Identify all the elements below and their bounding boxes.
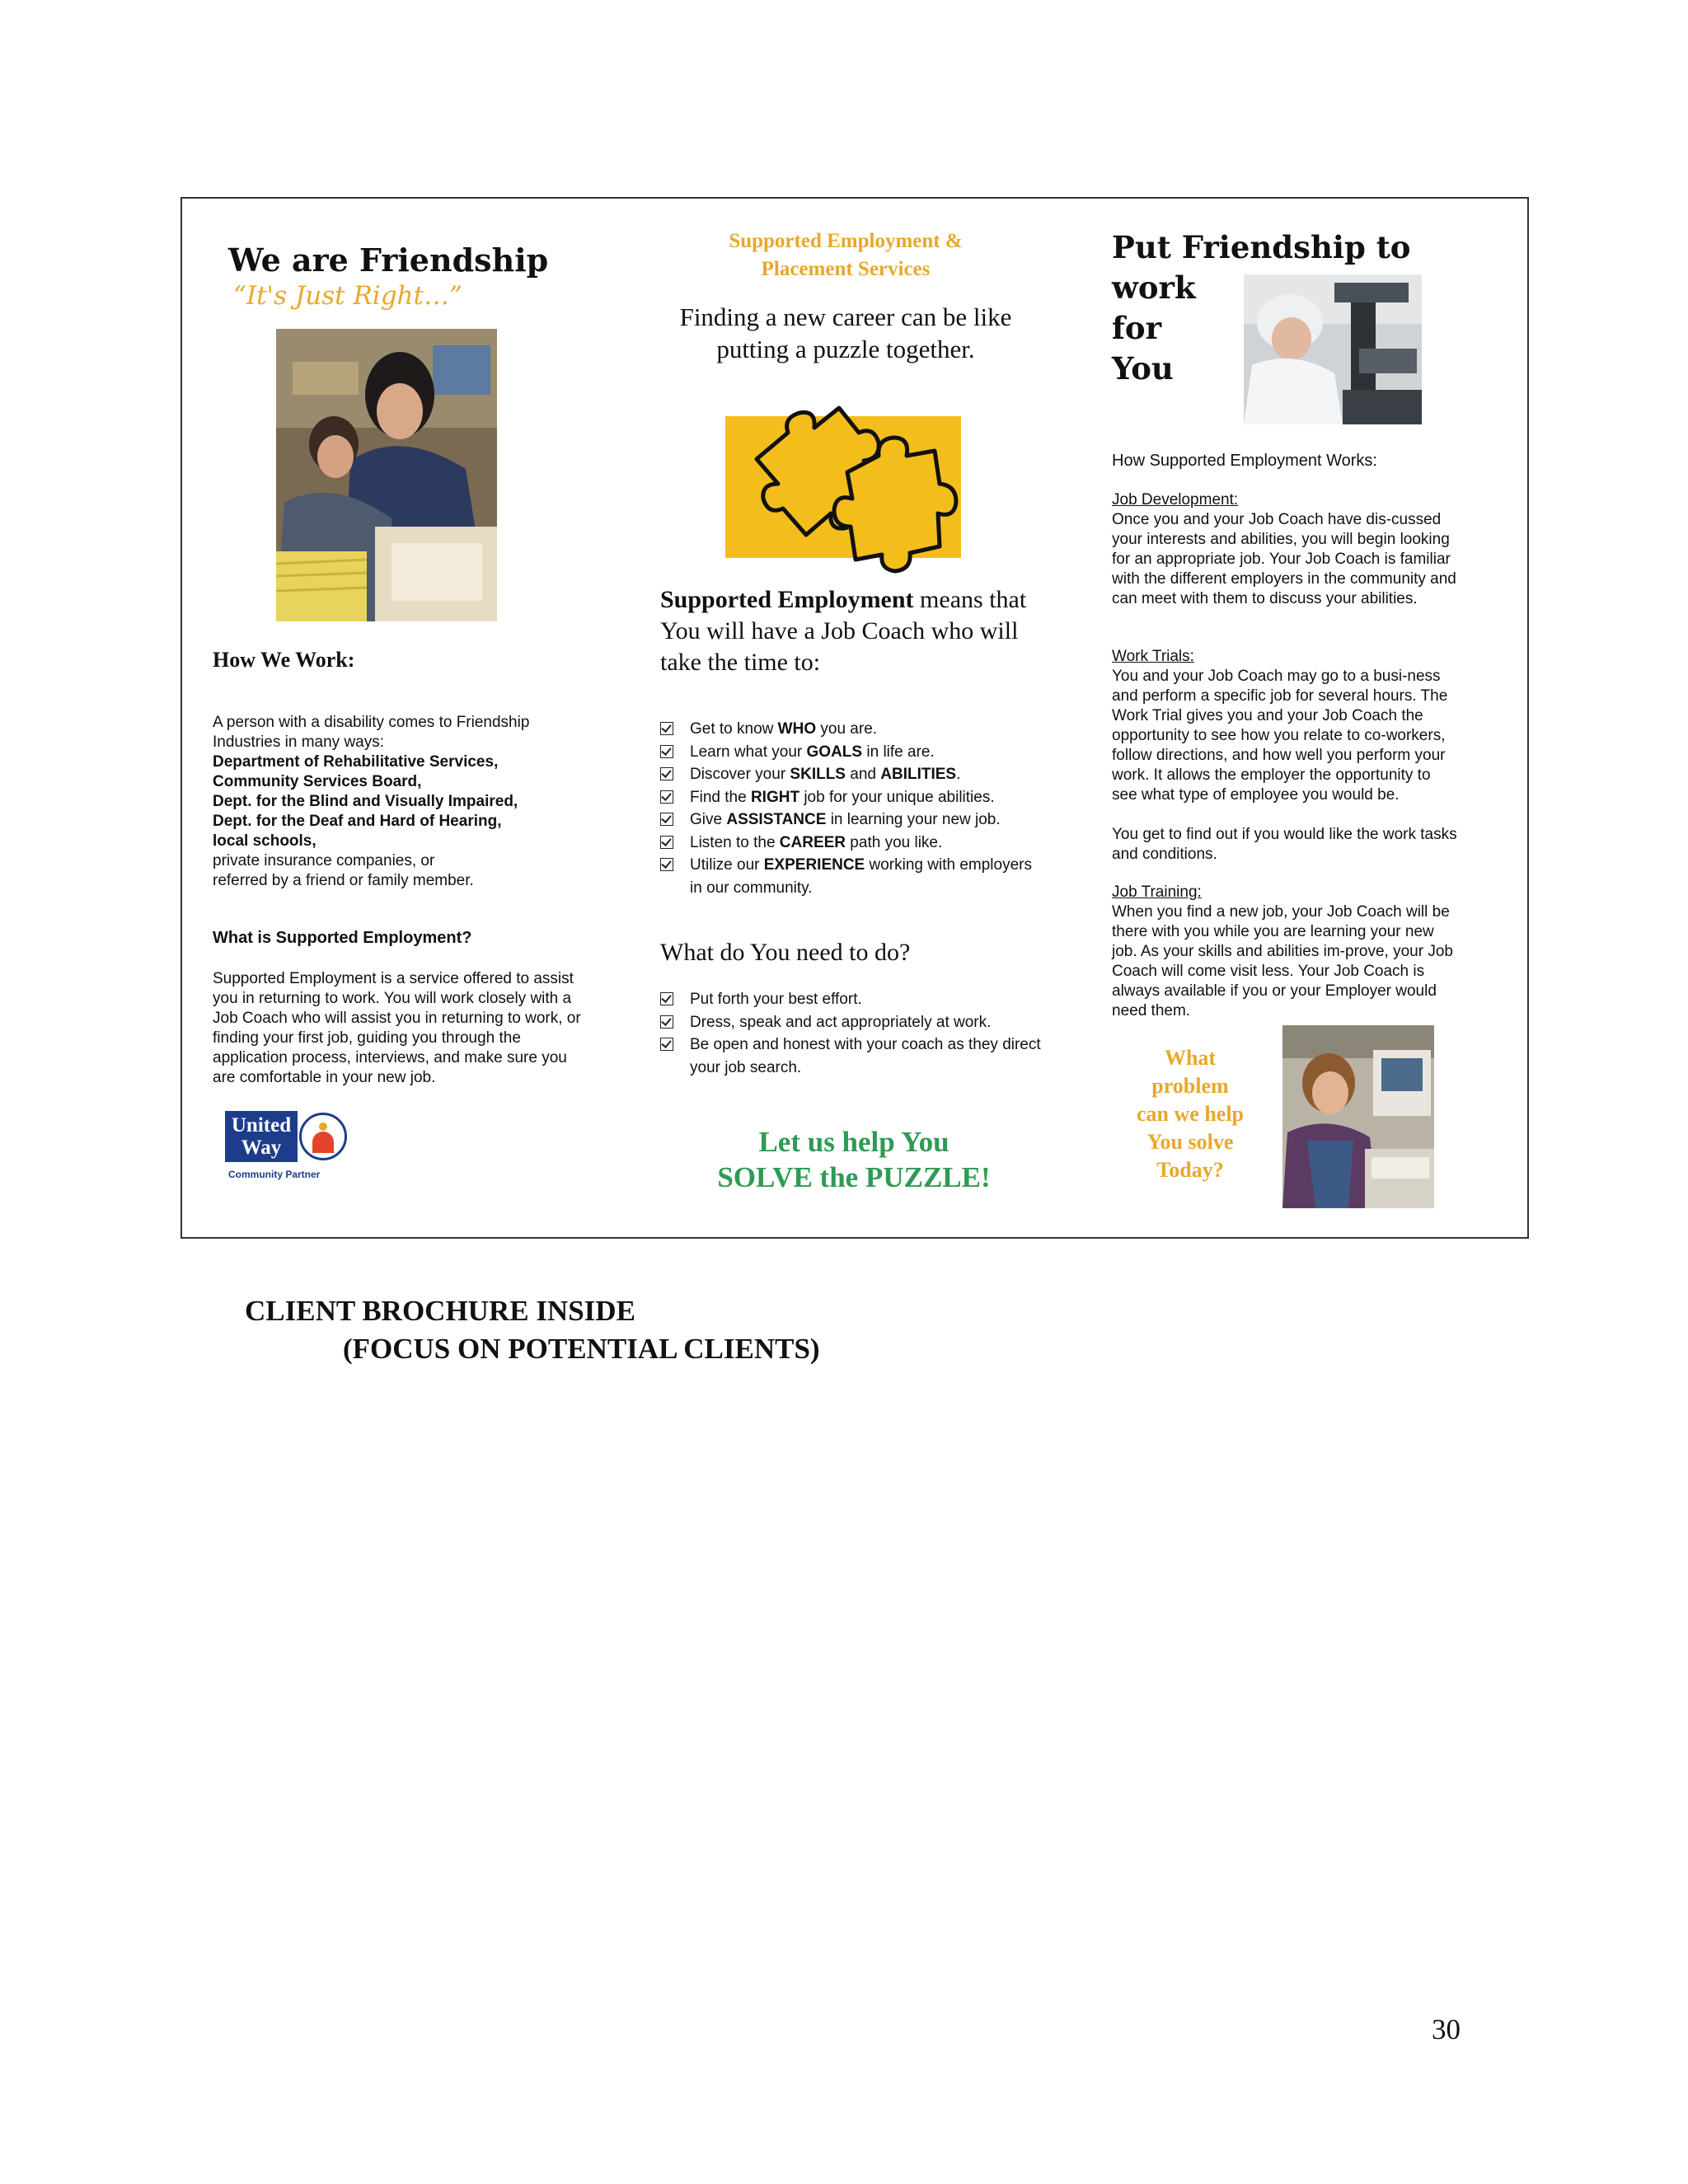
united-way-emblem-icon [299,1113,347,1160]
work-trials-body: You and your Job Coach may go to a busi-ness and perform a specific job for several hours. The Work Trial gives you and your Job Coach the opportunity to see how you relate to co-workers, follow directions, and how well you perform your work. It allows the employer the opportunity to see what type of employee you would be. [1112,668,1448,804]
source-item: Department of Rehabilitative Services, [213,753,499,771]
right-title-line1: Put Friendship to [1112,229,1411,265]
source-item: local schools, [213,832,316,850]
how-we-work-heading: How We Work: [213,648,355,672]
job-development-heading: Job Development: [1112,491,1239,509]
photo-job-coach-helping [276,329,497,621]
question-line: can we help [1137,1102,1244,1126]
checklist-item: Learn what your GOALS in life are. [660,741,1048,764]
question-line: What [1164,1046,1217,1070]
middle-header [660,227,1031,284]
checklist-item: Dress, speak and act appropriately at work. [660,1011,1048,1034]
left-tagline: “It's Just Right…” [233,281,462,311]
question-line: You solve [1146,1130,1234,1154]
checkbox-icon [660,722,673,735]
united-way-wordmark [225,1111,298,1162]
left-column [212,199,591,1237]
source-item: Community Services Board, [213,773,422,790]
closing-line2: SOLVE the PUZZLE! [717,1161,991,1193]
job-training-heading: Job Training: [1112,883,1202,901]
closing-slogan [660,1124,1048,1195]
checklist-item: Get to know WHO you are. [660,718,1048,741]
checkbox-icon [660,745,673,758]
supported-employment-means [660,584,1039,678]
job-development-body: Once you and your Job Coach have dis-cussed your interests and abilities, you will begin looking for an appropriate job. Your Job Coach is familiar with the different employers in the community and can meet with them to discuss your abilities. [1112,511,1456,607]
checklist-item: Put forth your best effort. [660,988,1048,1011]
checklist-item: Discover your SKILLS and ABILITIES. [660,763,1048,786]
what-is-se-heading: What is Supported Employment? [213,929,472,947]
checklist-item: Be open and honest with your coach as they direct your job search. [660,1033,1048,1079]
logo-line1: United [231,1114,292,1137]
left-title: We are Friendship [228,241,549,279]
question-callout [1116,1044,1264,1184]
how-we-work-intro: A person with a disability comes to Friendship Industries in many ways: [213,714,530,751]
client-checklist [660,988,1048,1079]
checklist-item: Give ASSISTANCE in learning your new job. [660,808,1048,832]
source-item: private insurance companies, or [213,852,435,869]
checklist-item: Utilize our EXPERIENCE working with employers in our community. [660,854,1048,899]
checkbox-icon [660,992,673,1005]
checklist-item: Find the RIGHT job for your unique abilities. [660,786,1048,809]
right-title-line3: for [1112,310,1162,346]
closing-line1: Let us help You [758,1126,950,1158]
brochure-panel [181,197,1529,1239]
checkbox-icon [660,813,673,826]
how-we-work-body [213,713,579,891]
photo-worker-at-computer [1282,1025,1434,1208]
caption-line1: CLIENT BROCHURE INSIDE [245,1295,635,1327]
source-item: referred by a friend or family member. [213,872,474,889]
checkbox-icon [660,767,673,780]
what-do-you-need-heading: What do You need to do? [660,939,911,966]
means-bold: Supported Employment [660,586,914,613]
checklist-item: Listen to the CAREER path you like. [660,832,1048,855]
page-number: 30 [1432,2013,1461,2046]
middle-column [660,199,1056,1237]
question-line: Today? [1156,1158,1224,1182]
means-rest: means that You will have a Job Coach who will take the time to: [660,586,1027,676]
right-title-line2: work [1112,269,1196,306]
what-is-se-body: Supported Employment is a service offered to assist you in returning to work. You will work closely with a Job Coach who will assist you in returning to work, or finding your first job, guiding you through the application process, interviews, and make sure you are comfortable in your new job. [213,970,581,1086]
logo-subtitle: Community Partner [228,1169,321,1180]
checkbox-icon [660,1015,673,1029]
middle-intro: Finding a new career can be like putting a puzzle together. [679,302,1012,363]
checkbox-icon [660,1038,673,1051]
united-way-logo [225,1111,349,1185]
source-item: Dept. for the Deaf and Hard of Hearing, [213,813,502,830]
coach-checklist [660,718,1048,899]
how-se-works-heading: How Supported Employment Works: [1112,452,1377,470]
right-title-line4: You [1112,350,1174,387]
middle-header-line2: Placement Services [761,258,931,280]
puzzle-graphic [724,393,963,594]
checkbox-icon [660,858,673,871]
work-trials-body2: You get to find out if you would like the work tasks and conditions. [1112,826,1457,863]
middle-header-line1: Supported Employment & [729,230,963,252]
source-item: Dept. for the Blind and Visually Impaired, [213,793,518,810]
photo-worker-drill-press [1244,274,1422,424]
question-line: problem [1151,1074,1229,1098]
caption-line2: (FOCUS ON POTENTIAL CLIENTS) [343,1333,820,1365]
checkbox-icon [660,790,673,804]
job-training-body: When you find a new job, your Job Coach will be there with you while you are learning your new job. As your skills and abilities im-prove, your Job Coach will come visit less. Your Job Coach is always available if you or your Employer would need them. [1112,903,1453,1019]
work-trials-heading: Work Trials: [1112,648,1194,665]
right-column [1112,199,1507,1237]
checkbox-icon [660,836,673,849]
logo-line2: Way [241,1137,282,1159]
